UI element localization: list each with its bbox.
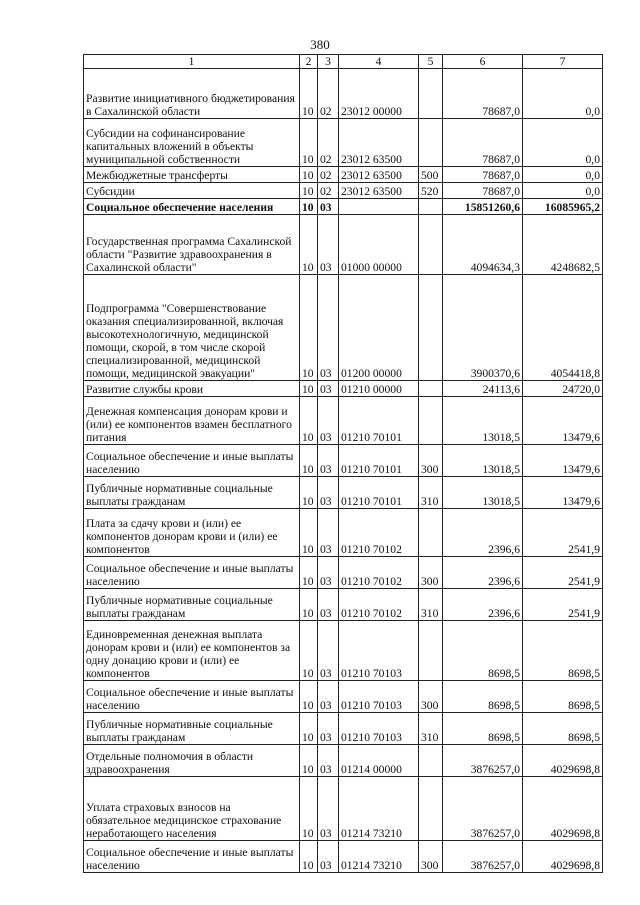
amount-year1-cell: 3900370,6 (443, 275, 523, 381)
target-article-cell: 01214 73210 (339, 841, 419, 873)
expense-type-cell: 300 (419, 681, 443, 713)
table-row (84, 199, 603, 215)
subsection-cell: 03 (318, 445, 339, 477)
amount-year1-cell: 78687,0 (443, 167, 523, 183)
section-cell: 10 (300, 397, 318, 445)
column-header: 4 (339, 55, 419, 69)
amount-year1-cell: 2396,6 (443, 589, 523, 621)
target-article-cell: 01214 73210 (339, 777, 419, 841)
table-row (84, 681, 603, 713)
amount-year1-cell: 3876257,0 (443, 777, 523, 841)
column-header: 6 (443, 55, 523, 69)
subsection-cell: 03 (318, 621, 339, 681)
amount-year1-cell: 13018,5 (443, 445, 523, 477)
target-article-cell: 01000 00000 (339, 215, 419, 275)
row-name-cell: Социальное обеспечение и иные выплаты населению (84, 681, 300, 713)
row-name-cell: Публичные нормативные социальные выплаты гражданам (84, 477, 300, 509)
subsection-cell: 02 (318, 119, 339, 167)
amount-year2-cell: 13479,6 (523, 397, 603, 445)
subsection-cell: 03 (318, 589, 339, 621)
amount-year1-cell: 2396,6 (443, 509, 523, 557)
subsection-cell: 03 (318, 199, 339, 215)
row-name-cell: Государственная программа Сахалинской области "Развитие здравоохранения в Сахалинской области" (84, 215, 300, 275)
subsection-cell: 03 (318, 713, 339, 745)
target-article-cell: 01210 70102 (339, 509, 419, 557)
row-name-cell: Публичные нормативные социальные выплаты гражданам (84, 589, 300, 621)
subsection-cell: 03 (318, 381, 339, 397)
table-row (84, 477, 603, 509)
section-cell: 10 (300, 557, 318, 589)
target-article-cell: 23012 00000 (339, 69, 419, 119)
column-header: 2 (300, 55, 318, 69)
row-name-cell: Развитие службы крови (84, 381, 300, 397)
amount-year2-cell: 4248682,5 (523, 215, 603, 275)
section-cell: 10 (300, 509, 318, 557)
column-header: 1 (84, 55, 300, 69)
target-article-cell: 23012 63500 (339, 167, 419, 183)
target-article-cell: 01210 70101 (339, 445, 419, 477)
table-row (84, 745, 603, 777)
row-name-cell: Денежная компенсация донорам крови и (или) ее компонентов взамен бесплатного питания (84, 397, 300, 445)
subsection-cell: 03 (318, 509, 339, 557)
expense-type-cell: 500 (419, 167, 443, 183)
amount-year1-cell: 3876257,0 (443, 745, 523, 777)
amount-year2-cell: 0,0 (523, 119, 603, 167)
amount-year2-cell: 24720,0 (523, 381, 603, 397)
row-name-cell: Субсидии на софинансирование капитальных вложений в объекты муниципальной собственности (84, 119, 300, 167)
section-cell: 10 (300, 69, 318, 119)
budget-table (83, 54, 603, 873)
table-row (84, 841, 603, 873)
amount-year2-cell: 0,0 (523, 69, 603, 119)
column-header: 7 (523, 55, 603, 69)
target-article-cell: 01210 70102 (339, 557, 419, 589)
expense-type-cell (419, 621, 443, 681)
section-cell: 10 (300, 713, 318, 745)
amount-year2-cell: 0,0 (523, 167, 603, 183)
table-row (84, 397, 603, 445)
expense-type-cell: 310 (419, 713, 443, 745)
section-cell: 10 (300, 621, 318, 681)
amount-year1-cell: 8698,5 (443, 681, 523, 713)
section-cell: 10 (300, 275, 318, 381)
row-name-cell: Уплата страховых взносов на обязательное медицинское страхование неработающего населения (84, 777, 300, 841)
target-article-cell: 01210 70103 (339, 621, 419, 681)
amount-year2-cell: 2541,9 (523, 589, 603, 621)
target-article-cell: 01210 70101 (339, 397, 419, 445)
expense-type-cell (419, 745, 443, 777)
expense-type-cell (419, 397, 443, 445)
table-row (84, 275, 603, 381)
table-row (84, 183, 603, 199)
target-article-cell: 01210 70103 (339, 681, 419, 713)
amount-year1-cell: 13018,5 (443, 477, 523, 509)
target-article-cell: 01200 00000 (339, 275, 419, 381)
expense-type-cell: 300 (419, 445, 443, 477)
amount-year2-cell: 0,0 (523, 183, 603, 199)
target-article-cell (339, 199, 419, 215)
row-name-cell: Единовременная денежная выплата донорам крови и (или) ее компонентов за одну донацию крови и (или) ее компонентов (84, 621, 300, 681)
subsection-cell: 03 (318, 841, 339, 873)
amount-year1-cell: 8698,5 (443, 713, 523, 745)
expense-type-cell: 310 (419, 477, 443, 509)
table-row (84, 445, 603, 477)
row-name-cell: Развитие инициативного бюджетирования в Сахалинской области (84, 69, 300, 119)
amount-year1-cell: 13018,5 (443, 397, 523, 445)
subsection-cell: 03 (318, 215, 339, 275)
row-name-cell: Социальное обеспечение населения (84, 199, 300, 215)
amount-year1-cell: 78687,0 (443, 183, 523, 199)
target-article-cell: 01214 00000 (339, 745, 419, 777)
amount-year1-cell: 3876257,0 (443, 841, 523, 873)
section-cell: 10 (300, 381, 318, 397)
amount-year2-cell: 4029698,8 (523, 745, 603, 777)
table-row (84, 381, 603, 397)
expense-type-cell (419, 199, 443, 215)
section-cell: 10 (300, 841, 318, 873)
section-cell: 10 (300, 167, 318, 183)
amount-year1-cell: 8698,5 (443, 621, 523, 681)
column-header: 3 (318, 55, 339, 69)
subsection-cell: 03 (318, 275, 339, 381)
amount-year1-cell: 4094634,3 (443, 215, 523, 275)
target-article-cell: 01210 70103 (339, 713, 419, 745)
expense-type-cell (419, 777, 443, 841)
expense-type-cell (419, 509, 443, 557)
section-cell: 10 (300, 777, 318, 841)
amount-year2-cell: 4029698,8 (523, 777, 603, 841)
target-article-cell: 01210 00000 (339, 381, 419, 397)
section-cell: 10 (300, 199, 318, 215)
amount-year1-cell: 15851260,6 (443, 199, 523, 215)
table-row (84, 777, 603, 841)
table-row (84, 557, 603, 589)
table-header-row (84, 55, 603, 69)
subsection-cell: 03 (318, 397, 339, 445)
target-article-cell: 01210 70102 (339, 589, 419, 621)
section-cell: 10 (300, 119, 318, 167)
subsection-cell: 02 (318, 69, 339, 119)
table-row (84, 589, 603, 621)
table-row (84, 621, 603, 681)
amount-year2-cell: 8698,5 (523, 713, 603, 745)
row-name-cell: Социальное обеспечение и иные выплаты населению (84, 445, 300, 477)
page-number: 380 (310, 37, 330, 52)
subsection-cell: 03 (318, 477, 339, 509)
row-name-cell: Социальное обеспечение и иные выплаты населению (84, 557, 300, 589)
amount-year2-cell: 2541,9 (523, 557, 603, 589)
amount-year2-cell: 13479,6 (523, 445, 603, 477)
amount-year1-cell: 2396,6 (443, 557, 523, 589)
expense-type-cell (419, 275, 443, 381)
subsection-cell: 03 (318, 745, 339, 777)
expense-type-cell (419, 69, 443, 119)
table-row (84, 215, 603, 275)
expense-type-cell: 300 (419, 841, 443, 873)
row-name-cell: Плата за сдачу крови и (или) ее компонентов донорам крови и (или) ее компонентов (84, 509, 300, 557)
section-cell: 10 (300, 589, 318, 621)
table-row (84, 119, 603, 167)
column-header: 5 (419, 55, 443, 69)
amount-year2-cell: 8698,5 (523, 621, 603, 681)
expense-type-cell (419, 381, 443, 397)
expense-type-cell (419, 215, 443, 275)
table-row (84, 713, 603, 745)
table-row (84, 509, 603, 557)
row-name-cell: Публичные нормативные социальные выплаты гражданам (84, 713, 300, 745)
section-cell: 10 (300, 215, 318, 275)
amount-year1-cell: 78687,0 (443, 69, 523, 119)
row-name-cell: Субсидии (84, 183, 300, 199)
expense-type-cell: 300 (419, 557, 443, 589)
section-cell: 10 (300, 681, 318, 713)
amount-year2-cell: 2541,9 (523, 509, 603, 557)
amount-year2-cell: 4054418,8 (523, 275, 603, 381)
amount-year2-cell: 8698,5 (523, 681, 603, 713)
subsection-cell: 02 (318, 167, 339, 183)
row-name-cell: Подпрограмма "Совершенствование оказания специализированной, включая высокотехнологичную, медицинской помощи, скорой, в том числе скорой специализированной, медицинской помощи, медицинской эвакуации" (84, 275, 300, 381)
target-article-cell: 23012 63500 (339, 119, 419, 167)
expense-type-cell (419, 119, 443, 167)
amount-year2-cell: 4029698,8 (523, 841, 603, 873)
target-article-cell: 23012 63500 (339, 183, 419, 199)
amount-year2-cell: 13479,6 (523, 477, 603, 509)
amount-year1-cell: 24113,6 (443, 381, 523, 397)
section-cell: 10 (300, 445, 318, 477)
row-name-cell: Социальное обеспечение и иные выплаты населению (84, 841, 300, 873)
target-article-cell: 01210 70101 (339, 477, 419, 509)
subsection-cell: 03 (318, 681, 339, 713)
row-name-cell: Межбюджетные трансферты (84, 167, 300, 183)
amount-year2-cell: 16085965,2 (523, 199, 603, 215)
amount-year1-cell: 78687,0 (443, 119, 523, 167)
section-cell: 10 (300, 745, 318, 777)
subsection-cell: 03 (318, 777, 339, 841)
section-cell: 10 (300, 477, 318, 509)
table-row (84, 167, 603, 183)
expense-type-cell: 520 (419, 183, 443, 199)
subsection-cell: 03 (318, 557, 339, 589)
section-cell: 10 (300, 183, 318, 199)
row-name-cell: Отдельные полномочия в области здравоохранения (84, 745, 300, 777)
table-row (84, 69, 603, 119)
expense-type-cell: 310 (419, 589, 443, 621)
subsection-cell: 02 (318, 183, 339, 199)
